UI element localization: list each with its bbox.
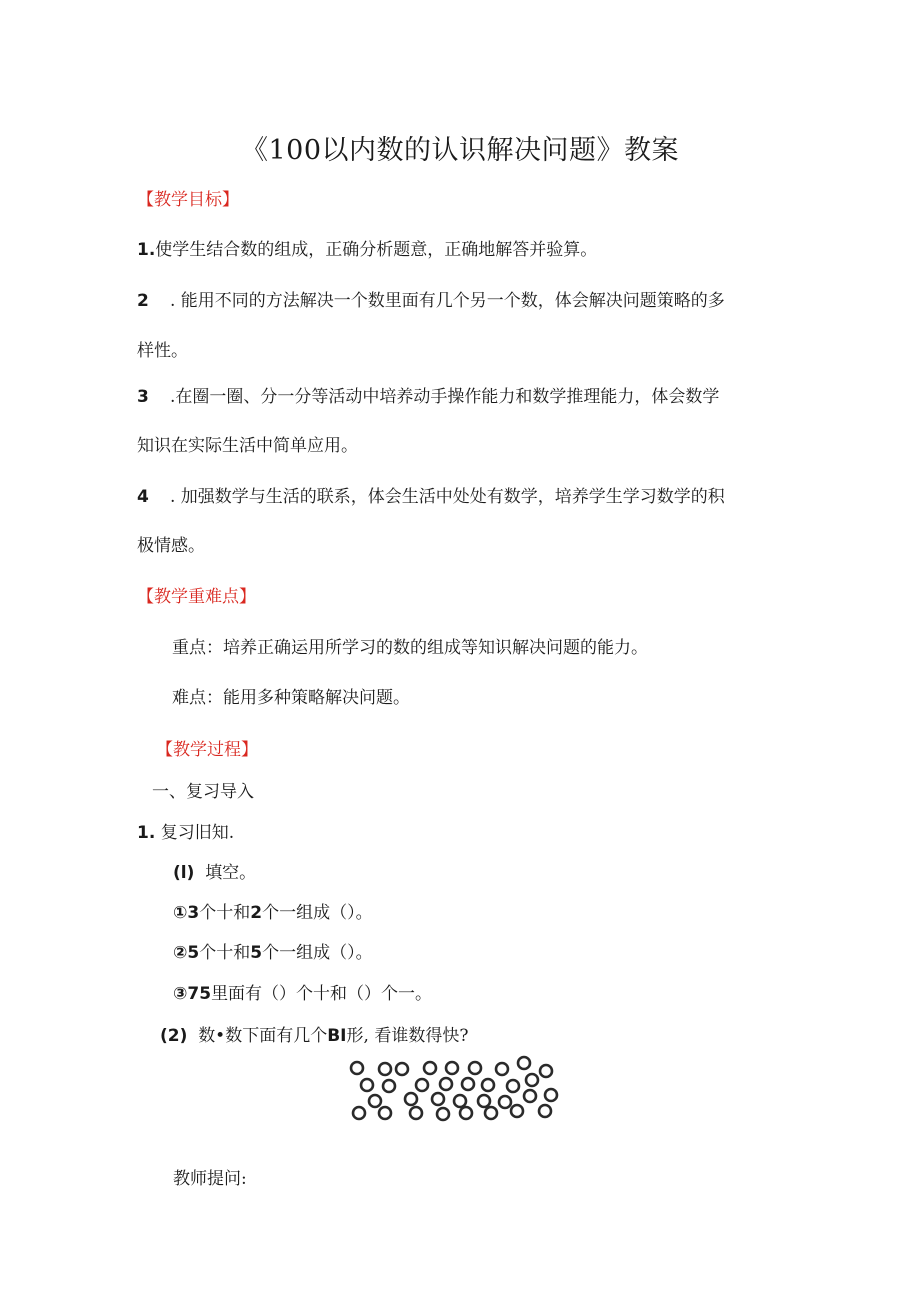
circle-shape xyxy=(482,1079,494,1091)
objectives-heading: 【教学目标】 xyxy=(137,190,239,210)
circle-shape xyxy=(416,1079,428,1091)
circle-shape xyxy=(478,1095,490,1107)
circle-shape xyxy=(379,1107,391,1119)
blank-mark: ①3 xyxy=(173,903,200,923)
objective-text: .在圈一圈、分一分等活动中培养动手操作能力和数学推理能力，体会数学 xyxy=(170,387,720,407)
circle-shape xyxy=(539,1105,551,1117)
objective-item-3-cont: 知识在实际生活中简单应用。 xyxy=(137,436,358,456)
objective-number: 1. xyxy=(137,240,156,260)
circle-shape xyxy=(383,1080,395,1092)
objective-number: 3 xyxy=(137,387,149,407)
circle-shape xyxy=(485,1107,497,1119)
objective-item-3 xyxy=(137,385,719,409)
blank-mark: ②5 xyxy=(173,943,200,963)
circle-shape xyxy=(432,1093,444,1105)
circle-shape xyxy=(545,1089,557,1101)
circle-shape xyxy=(369,1095,381,1107)
circle-shape xyxy=(460,1107,472,1119)
teacher-question: 教师提问: xyxy=(173,1169,247,1189)
circle-shape xyxy=(405,1093,417,1105)
question-text: 填空。 xyxy=(205,863,257,883)
objective-item-4-cont: 极情感。 xyxy=(137,536,205,556)
question-1 xyxy=(173,861,256,885)
circle-shape xyxy=(540,1065,552,1077)
question-2: (2) 数•数下面有几个BI形, 看谁数得快? xyxy=(160,1026,469,1046)
question-label: (2) xyxy=(160,1026,188,1046)
section-review-intro: 一、复习导入 xyxy=(152,782,254,802)
document-title: 《100以内数的认识解决问题》教案 xyxy=(240,135,680,166)
circle-shape xyxy=(454,1095,466,1107)
circle-shape xyxy=(379,1063,391,1075)
objective-item-2-cont: 样性。 xyxy=(137,341,188,361)
step-text: 复习旧知. xyxy=(160,823,235,843)
circle-shape xyxy=(496,1063,508,1075)
blank-item-1: ①3个十和2个一组成（）。 xyxy=(173,903,373,923)
step-review-old-knowledge xyxy=(137,821,234,845)
circle-shape xyxy=(437,1108,449,1120)
circle-shape xyxy=(361,1079,373,1091)
circle-shape xyxy=(524,1090,536,1102)
circle-shape xyxy=(353,1107,365,1119)
circle-shape xyxy=(499,1096,511,1108)
circles-figure xyxy=(346,1051,568,1123)
circle-shape xyxy=(396,1063,408,1075)
objective-number: 4 xyxy=(137,487,149,507)
step-number: 1. xyxy=(137,823,156,843)
blank-item-2: ②5个十和5个一组成（）。 xyxy=(173,943,373,963)
objective-text: . 能用不同的方法解决一个数里面有几个另一个数，体会解决问题策略的多 xyxy=(170,291,725,311)
objective-item-1 xyxy=(137,238,597,262)
circle-shape xyxy=(351,1062,363,1074)
circle-shape xyxy=(440,1078,452,1090)
circle-shape xyxy=(410,1107,422,1119)
circle-shape xyxy=(511,1105,523,1117)
circle-shape xyxy=(507,1080,519,1092)
key-point-difficulty: 难点：能用多种策略解决问题。 xyxy=(172,688,410,708)
key-points-heading: 【教学重难点】 xyxy=(137,587,256,607)
process-heading: 【教学过程】 xyxy=(156,740,258,760)
objective-item-2 xyxy=(137,289,725,313)
objective-text: . 加强数学与生活的联系，体会生活中处处有数学，培养学生学习数学的积 xyxy=(170,487,725,507)
circle-shape xyxy=(446,1062,458,1074)
circle-shape xyxy=(424,1062,436,1074)
circle-shape xyxy=(518,1057,530,1069)
circle-shape xyxy=(462,1078,474,1090)
question-label: (l) xyxy=(173,863,195,883)
objective-number: 2 xyxy=(137,291,149,311)
objective-item-4 xyxy=(137,485,725,509)
blank-mark: ③75 xyxy=(173,984,212,1004)
circle-shape xyxy=(526,1074,538,1086)
key-point-focus: 重点：培养正确运用所学习的数的组成等知识解决问题的能力。 xyxy=(172,638,648,658)
objective-text: 使学生结合数的组成，正确分析题意，正确地解答并验算。 xyxy=(155,240,598,260)
blank-item-3: ③75里面有（）个十和（）个一。 xyxy=(173,984,433,1004)
circle-shape xyxy=(469,1062,481,1074)
